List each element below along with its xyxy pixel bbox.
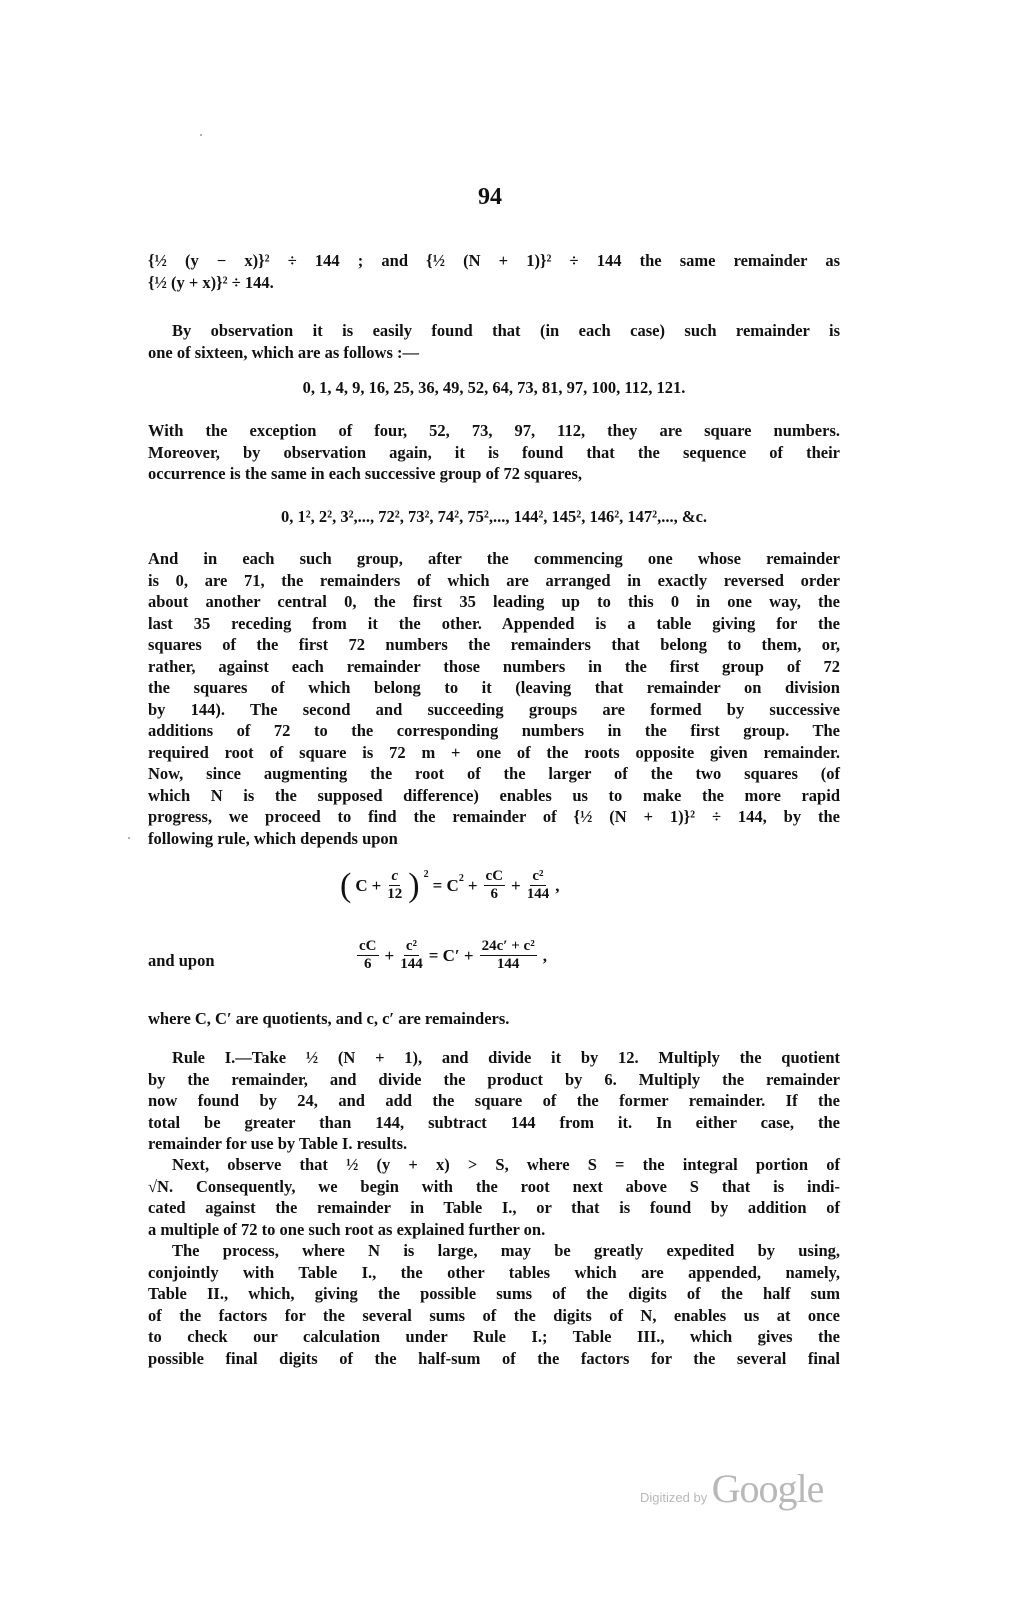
text-line: Now, since augmenting the root of the larger of the two squares (of (148, 764, 840, 783)
text-line: occurrence is the same in each successive group of 72 squares, (148, 464, 583, 483)
scan-speck (128, 837, 130, 839)
scan-speck (200, 134, 202, 136)
text-line: progress, we proceed to find the remainder of {½ (N + 1)}² ÷ 144, by the (148, 807, 840, 826)
fraction (387, 868, 402, 903)
text-line: By observation it is easily found that (in each case) such remainder is (172, 321, 840, 340)
text-line: by the remainder, and divide the product by 6. Multiply the remainder (148, 1069, 840, 1089)
fraction (527, 868, 550, 903)
text-line: the squares of which belong to it (leaving that remainder on division (148, 678, 840, 697)
exponent: 2 (423, 869, 429, 880)
text-line: {½ (y − x)}² ÷ 144 ; and {½ (N + 1)}² ÷ 144 the same remainder as (148, 251, 840, 270)
operator: + (467, 875, 478, 895)
denominator: 6 (490, 886, 499, 902)
fraction (480, 938, 537, 973)
label: and upon (148, 951, 215, 970)
punctuation: , (555, 875, 560, 895)
text-line: is 0, are 71, the remainders of which are arranged in exactly reversed order (148, 570, 840, 590)
text-line: rather, against each remainder those numbers in the first group of 72 (148, 656, 840, 676)
watermark-logo: Google (711, 1466, 824, 1511)
text-line: following rule, which depends upon (148, 828, 398, 848)
denominator: 12 (387, 886, 403, 902)
text-line: now found by 24, and add the square of the former remainder. If the (148, 1091, 840, 1110)
text-line: With the exception of four, 52, 73, 97, 112, they are square numbers. (148, 421, 840, 440)
text-line: Rule I.—Take ½ (N + 1), and divide it by 12. Multiply the quotient (172, 1048, 840, 1067)
text-line: And in each such group, after the commencing one whose remainder (148, 549, 840, 568)
denominator: 6 (364, 956, 372, 972)
text-line: additions of 72 to the corresponding numbers in the first group. The (148, 721, 840, 740)
fraction (357, 938, 379, 973)
equation-square-expansion (340, 868, 559, 903)
fraction (484, 868, 506, 903)
operator: + (384, 945, 395, 965)
close-paren: ) (408, 866, 420, 904)
text-line: to check our calculation under Rule I.; Table III., which gives the (148, 1327, 840, 1346)
numerator: cC (359, 938, 377, 954)
exponent: 2 (458, 873, 464, 884)
text-line: squares of the first 72 numbers the remainders that belong to them, or, (148, 635, 840, 654)
text-line: 0, 1, 4, 9, 16, 25, 36, 49, 52, 64, 73, 81, 97, 100, 112, 121. (302, 378, 686, 397)
text-line: where C, C′ are quotients, and c, c′ are remainders. (148, 1009, 510, 1028)
text-line: √N. Consequently, we begin with the root next above S that is indi- (148, 1176, 840, 1196)
equation-remainder (355, 938, 547, 973)
text-line: {½ (y + x)}² ÷ 144. (148, 272, 274, 292)
numerator: cC (485, 868, 504, 884)
text-line: by 144). The second and succeeding groups are formed by successive (148, 699, 840, 719)
term: C (355, 875, 368, 895)
text-line: cated against the remainder in Table I., or that is found by addition of (148, 1198, 840, 1217)
text-line: Moreover, by observation again, it is found that the sequence of their (148, 442, 840, 462)
text-line: remainder for use by Table I. results. (148, 1134, 408, 1153)
denominator: 144 (526, 886, 550, 902)
text-line: The process, where N is large, may be greatly expedited by using, (172, 1241, 840, 1260)
watermark (640, 1465, 823, 1512)
fraction (400, 938, 423, 973)
text-line: required root of square is 72 m + one of the roots opposite given remainder. (148, 742, 840, 762)
numerator: c (391, 868, 399, 884)
text-line: about another central 0, the first 35 leading up to this 0 in one way, the (148, 592, 840, 611)
text-line: Next, observe that ½ (y + x) > S, where S = the integral portion of (172, 1155, 840, 1174)
operator: = C′ + (428, 945, 474, 965)
text-line: last 35 receding from it the other. Appended is a table giving for the (148, 613, 840, 633)
open-paren: ( (340, 866, 352, 904)
text-line: a multiple of 72 to one such root as explained further on. (148, 1219, 546, 1239)
page-number: 94 (478, 184, 502, 210)
text-line: 0, 1², 2², 3²,..., 72², 73², 74², 75²,..., 144², 145², 146², 147²,..., &c. (280, 507, 708, 526)
equation-label (148, 951, 215, 971)
operator: + (371, 875, 382, 895)
text-line: possible final digits of the half-sum of the factors for the several final (148, 1348, 840, 1368)
denominator: 144 (400, 956, 423, 972)
denominator: 144 (496, 956, 520, 972)
text-line: Table II., which, giving the possible sums of the digits of the half sum (148, 1284, 840, 1303)
text-line: which N is the supposed difference) enables us to make the more rapid (148, 785, 840, 805)
numerator: 24c′ + c² (481, 938, 535, 954)
operator: = C (432, 875, 459, 895)
text-line: total be greater than 144, subtract 144 from it. In either case, the (148, 1112, 840, 1132)
watermark-prefix: Digitized by (640, 1490, 708, 1505)
numerator: c² (532, 868, 544, 884)
punctuation: , (542, 945, 547, 965)
text-line: conjointly with Table I., the other tables which are appended, namely, (148, 1262, 840, 1282)
text-line: one of sixteen, which are as follows :— (148, 342, 420, 362)
text-line: of the factors for the several sums of the digits of N, enables us at once (148, 1305, 840, 1325)
numerator: c² (405, 938, 418, 954)
operator: + (511, 875, 521, 895)
